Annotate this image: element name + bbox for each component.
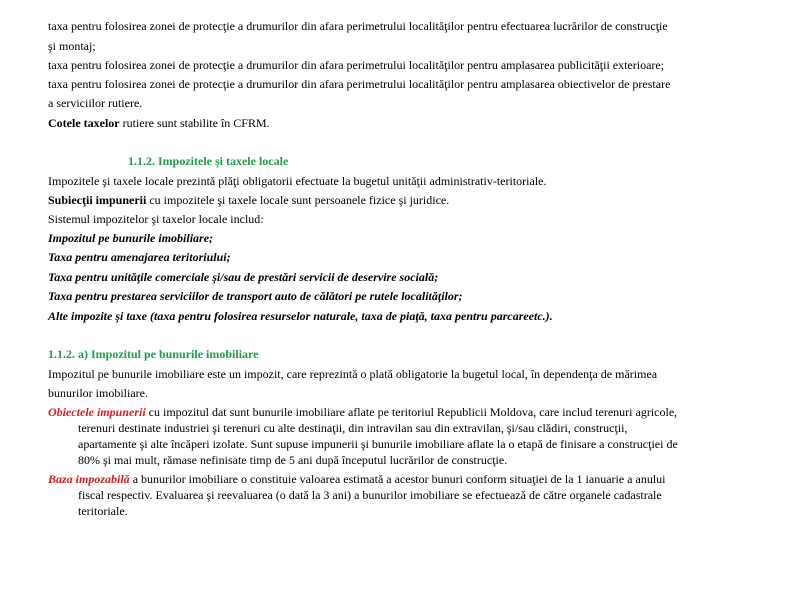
text-line: şi montaj; xyxy=(48,39,96,53)
text-line: fiscal respectiv. Evaluarea şi reevaluarea (o dată la 3 ani) a bunurilor imobiliare se efectuează de către organele cadastrale xyxy=(78,488,662,502)
section-heading: 1.1.2. a) Impozitul pe bunurile imobiliare xyxy=(48,347,259,361)
baza-line xyxy=(48,472,666,486)
text-line: taxa pentru folosirea zonei de protecţie a drumurilor din afara perimetrului localităţilor pentru amplasarea publicităţii exterioare; xyxy=(48,58,665,72)
text-line: Impozitele şi taxele locale prezintă plăţi obligatorii efectuate la bugetul unităţii administrativ-teritoriale. xyxy=(48,174,547,188)
list-item: Taxa pentru prestarea serviciilor de transport auto de călători pe rutele localităţilor; xyxy=(48,289,463,303)
cote-taxelor-line xyxy=(48,116,270,130)
list-item: Taxa pentru amenajarea teritoriului; xyxy=(48,250,231,264)
subiectii-line xyxy=(48,193,449,207)
obiectele-line xyxy=(48,405,677,419)
text-line: Impozitul pe bunurile imobiliare este un impozit, care reprezintă o plată obligatorie la bugetul local, în dependenţa de mărimea xyxy=(48,367,658,381)
text-line: taxa pentru folosirea zonei de protecţie a drumurilor din afara perimetrului localităţilor pentru efectuarea lucrărilor de construcţie xyxy=(48,19,668,33)
text-span: cu impozitele şi taxele locale sunt persoanele fizice şi juridice. xyxy=(146,193,450,207)
bold-term: Subiecţii impunerii xyxy=(48,193,147,207)
section-heading: 1.1.2. Impozitele şi taxele locale xyxy=(128,154,289,168)
text-line: taxa pentru folosirea zonei de protecţie a drumurilor din afara perimetrului localităţilor pentru amplasarea obiectivelor de prestare xyxy=(48,77,671,91)
highlighted-term: Obiectele impunerii xyxy=(48,405,146,419)
bold-term: Cotele taxelor xyxy=(48,116,120,130)
list-item: Impozitul pe bunurile imobiliare; xyxy=(48,231,214,245)
text-span: rutiere sunt stabilite în CFRM. xyxy=(119,116,270,130)
text-span: cu impozitul dat sunt bunurile imobiliare aflate pe teritoriul Republicii Moldova, care includ terenuri agricole, xyxy=(145,405,678,419)
text-line: Sistemul impozitelor şi taxelor locale includ: xyxy=(48,212,264,226)
list-item: Taxa pentru unităţile comerciale şi/sau de prestări servicii de deservire socială; xyxy=(48,270,439,284)
text-line: bunurilor imobiliare. xyxy=(48,386,148,400)
text-line: 80% şi mai mult, rămase nefinisate timp de 5 ani după începutul lucrărilor de construcţie. xyxy=(78,453,508,467)
highlighted-term: Baza impozabilă xyxy=(48,472,130,486)
text-line: apartamente şi alte încăperi izolate. Sunt supuse impunerii şi bunurile imobiliare aflate la o etapă de finisare a construcţiei de xyxy=(78,437,678,451)
text-line: terenuri destinate industriei şi terenuri cu alte destinaţii, din intravilan sau din extravilan, şi/sau clădiri, construcţii, xyxy=(78,421,628,435)
text-line: teritoriale. xyxy=(78,504,128,518)
list-item: Alte impozite şi taxe (taxa pentru folosirea resurselor naturale, taxa de piaţă, taxa pentru parcareetc.). xyxy=(48,309,553,323)
text-span: a bunurilor imobiliare o constituie valoarea estimată a acestor bunuri conform situaţiei de la 1 ianuarie a anului xyxy=(129,472,666,486)
text-line: a serviciilor rutiere. xyxy=(48,96,143,110)
